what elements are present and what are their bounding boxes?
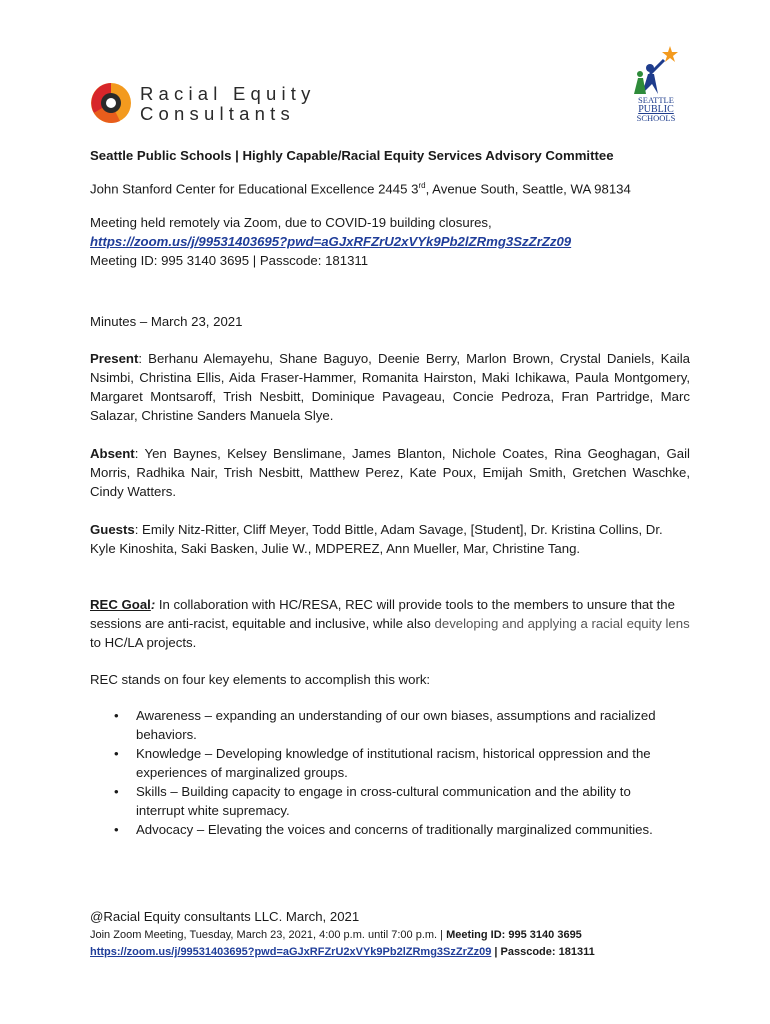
list-item (112, 744, 672, 782)
footer-passcode: | Passcode: 181311 (491, 946, 595, 958)
footer-zoom-link[interactable]: https://zoom.us/j/99531403695?pwd=aGJxRFZrU2xVYk9Pb2lZRmg3SzZrZz09 (90, 946, 492, 958)
goal-colon: : (150, 597, 156, 612)
minutes-title: Minutes – March 23, 2021 (90, 314, 243, 329)
present-names: : Berhanu Alemayehu, Shane Baguyo, Deenie Berry, Marlon Brown, Crystal Daniels, Kaila Nsimbi, Christina Ellis, Aida Fraser-Hammer, Romanita Hairston, Maki Ichikawa, Paula Montgomery, Margaret Montsaroff, Trish Nesbitt, Dominique Pavageau, Concie Pedroza, Fran Partridge, Marc Salazar, Christine Sanders Manuela Slye. (90, 351, 690, 423)
guests-label: Guests (90, 522, 135, 537)
zoom-link-line (90, 232, 690, 251)
absent-names: : Yen Baynes, Kelsey Benslimane, James Blanton, Nichole Coates, Rina Geoghagan, Gail Morris, Radhika Nair, Trish Nesbitt, Matthew Perez, Kate Poux, Emijah Smith, Gretchen Waschke, Cindy Watters. (90, 446, 690, 499)
footer-link-line (90, 944, 690, 961)
footer-meeting-id: Meeting ID: 995 3140 3695 (446, 929, 582, 941)
footer-join-line (90, 927, 690, 944)
element-knowledge: Knowledge – Developing knowledge of institutional racism, historical oppression and the experiences of marginalized groups. (136, 746, 651, 780)
racial-equity-logo-icon (90, 82, 132, 124)
element-awareness: Awareness – expanding an understanding of our own biases, assumptions and racialized behaviors. (136, 708, 656, 742)
guests-paragraph (90, 520, 690, 558)
rec-logo (90, 80, 340, 130)
elements-intro: REC stands on four key elements to accomplish this work: (90, 672, 431, 687)
goal-paragraph (90, 595, 690, 652)
list-item (112, 706, 672, 744)
address-text-end: , Avenue South, Seattle, WA 98134 (425, 181, 631, 197)
zoom-link[interactable]: https://zoom.us/j/99531403695?pwd=aGJxRFZrU2xVYk9Pb2lZRmg3SzZrZz09 (90, 234, 572, 249)
school-figures-icon (628, 44, 682, 96)
present-paragraph (90, 349, 690, 425)
goal-end-text: to HC/LA projects. (90, 635, 197, 650)
present-label: Present (90, 351, 139, 366)
elements-list (112, 706, 672, 839)
seattle-public-schools-logo (628, 44, 682, 128)
district-line-1: SEATTLE (638, 95, 674, 105)
bullet-icon: • (114, 784, 119, 799)
goal-text: In collaboration with HC/RESA, REC will provide tools to the members to unsure that the sessions are anti-racist, equitable and inclusive, while also (90, 597, 675, 631)
element-skills: Skills – Building capacity to engage in cross-cultural communication and the ability to interrupt white supremacy. (136, 784, 631, 818)
absent-paragraph (90, 444, 690, 501)
absent-label: Absent (90, 446, 135, 461)
footer-copyright: @Racial Equity consultants LLC. March, 2021 (90, 909, 360, 924)
district-line-2: PUBLIC (638, 104, 674, 115)
district-wordmark (630, 96, 682, 123)
address-line (90, 176, 690, 198)
remote-note: Meeting held remotely via Zoom, due to COVID-19 building closures, (90, 215, 492, 230)
logo-wordmark (140, 84, 316, 124)
bullet-icon: • (114, 708, 119, 723)
goal-label: REC Goal (90, 597, 151, 612)
committee-line: Seattle Public Schools | Highly Capable/Racial Equity Services Advisory Committee (90, 148, 614, 163)
element-advocacy: Advocacy – Elevating the voices and concerns of traditionally marginalized communities. (136, 822, 653, 837)
logo-line-1: Racial Equity (140, 83, 316, 104)
footer-join-text: Join Zoom Meeting, Tuesday, March 23, 2021, 4:00 p.m. until 7:00 p.m. | (90, 929, 447, 941)
list-item (112, 782, 672, 820)
guests-names: : Emily Nitz-Ritter, Cliff Meyer, Todd Bittle, Adam Savage, [Student], Dr. Kristina Collins, Dr. Kyle Kinoshita, Saki Basken, Julie W., MDPEREZ, Ann Mueller, Mar, Christine Tang. (90, 522, 663, 556)
meeting-id-line: Meeting ID: 995 3140 3695 | Passcode: 181311 (90, 253, 369, 268)
bullet-icon: • (114, 822, 119, 837)
address-superscript: rd (418, 181, 426, 190)
address-text: John Stanford Center for Educational Excellence 2445 3 (90, 181, 419, 197)
logo-line-2: Consultants (140, 103, 295, 124)
district-line-3: SCHOOLS (636, 113, 676, 123)
list-item (112, 820, 672, 839)
bullet-icon: • (114, 746, 119, 761)
goal-muted-text: developing and applying a racial equity lens (434, 616, 690, 631)
